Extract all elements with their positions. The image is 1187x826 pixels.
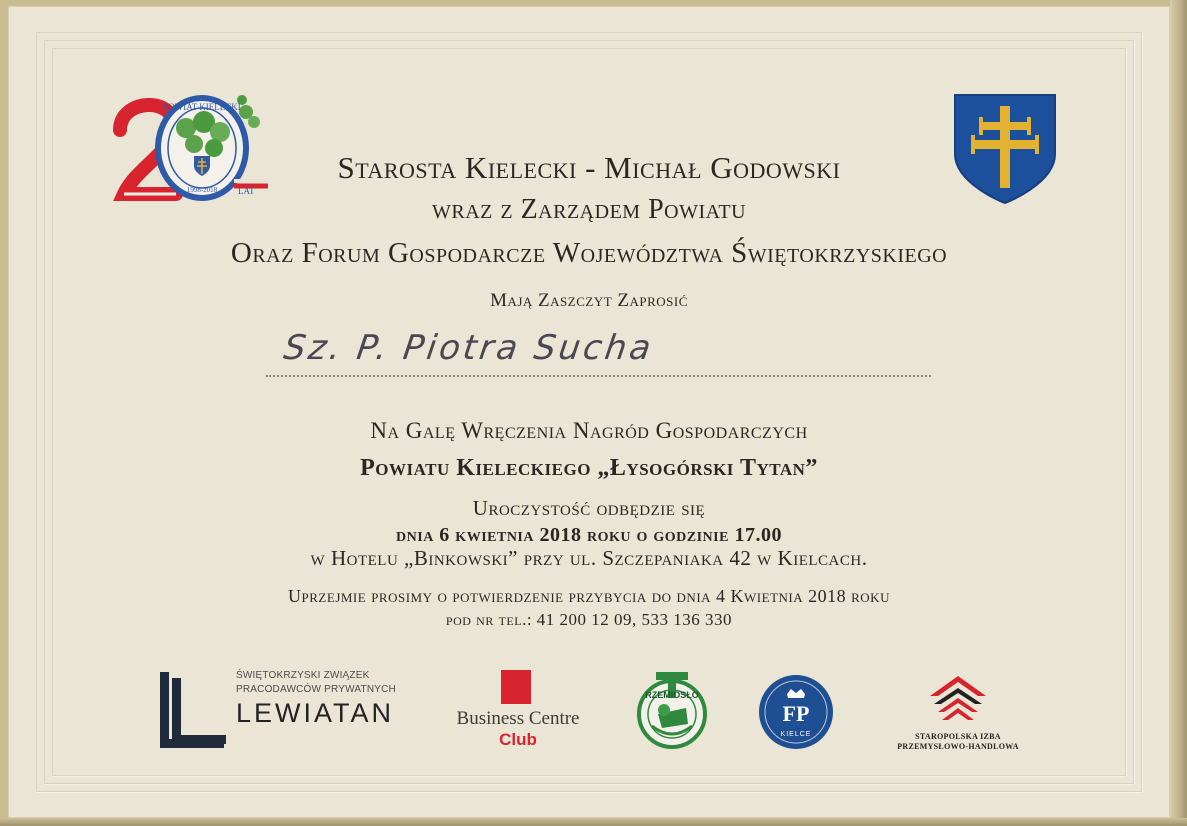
fp-city: KIELCE bbox=[780, 731, 812, 738]
rzemioslo-emblem-icon bbox=[634, 670, 710, 750]
powiat-crest bbox=[952, 92, 1058, 206]
invitation-card bbox=[8, 6, 1170, 818]
bcc-line1: Business Centre bbox=[456, 708, 580, 729]
guest-name-dotted-line bbox=[266, 375, 931, 377]
header-line-zarzad: wraz z Zarządem Powiatu bbox=[431, 194, 747, 225]
lewiatan-subtitle-2: PRACODAWCÓW PRYWATNYCH bbox=[236, 684, 396, 695]
fp-kielce-logo bbox=[758, 674, 834, 750]
rzemioslo-text: RZEMIOSŁO bbox=[645, 690, 699, 700]
rzemioslo-logo bbox=[634, 670, 710, 750]
card-edge-right bbox=[1170, 0, 1187, 826]
bcc-line2: Club bbox=[499, 730, 537, 749]
event-date-time: dnia 6 kwietnia 2018 roku o godzinie 17.00 bbox=[396, 524, 782, 546]
event-ceremony-intro: Uroczystość odbędzie się bbox=[472, 496, 706, 520]
event-award-name: Powiatu Kieleckiego „Łysogórski Tytan” bbox=[360, 455, 818, 481]
lewiatan-name: LEWIATAN bbox=[236, 698, 395, 728]
card-edge-bottom bbox=[0, 818, 1187, 826]
header-line-starosta: Starosta Kielecki - Michał Godowski bbox=[337, 150, 841, 185]
powiat-20-years-logo bbox=[106, 90, 276, 208]
bcc-red-square-icon bbox=[501, 670, 531, 704]
header-line-forum: Oraz Forum Gospodarcze Województwa Świętokrzyskiego bbox=[230, 237, 948, 269]
sip-roof-icon bbox=[878, 670, 1038, 730]
staropolska-izba-logo bbox=[878, 670, 1038, 754]
event-venue: w Hotelu „Binkowski” przy ul. Szczepaniaka 42 w Kielcach. bbox=[310, 546, 868, 570]
ring-text: POWIAT KIELECKI bbox=[163, 102, 241, 112]
fp-initials: FP bbox=[782, 701, 810, 726]
lewiatan-mark-icon bbox=[158, 672, 228, 748]
sip-line2: PRZEMYSŁOWO-HANDLOWA bbox=[897, 742, 1019, 751]
rsvp-request: Uprzejmie prosimy o potwierdzenie przybycia do dnia 4 Kwietnia 2018 roku bbox=[288, 586, 890, 606]
invite-phrase: Mają Zaszczyt Zaprosić bbox=[490, 290, 688, 311]
anniversary-logo-icon bbox=[106, 90, 276, 208]
lewiatan-logo bbox=[158, 666, 408, 748]
guest-name-handwritten: Sz. P. Piotra Sucha bbox=[281, 328, 657, 368]
fp-emblem-icon bbox=[758, 674, 834, 750]
svg-text:LAT: LAT bbox=[238, 186, 255, 196]
rsvp-phone: pod nr tel.: 41 200 12 09, 533 136 330 bbox=[445, 610, 733, 629]
event-gala-line: Na Galę Wręczenia Nagród Gospodarczych bbox=[370, 418, 808, 443]
business-centre-club-logo bbox=[438, 670, 598, 752]
sip-line1: STAROPOLSKA IZBA bbox=[915, 732, 1001, 741]
svg-text:1998-2018: 1998-2018 bbox=[186, 186, 218, 194]
crest-icon bbox=[952, 92, 1058, 206]
lewiatan-subtitle-1: ŚWIĘTOKRZYSKI ZWIĄZEK bbox=[236, 670, 370, 681]
